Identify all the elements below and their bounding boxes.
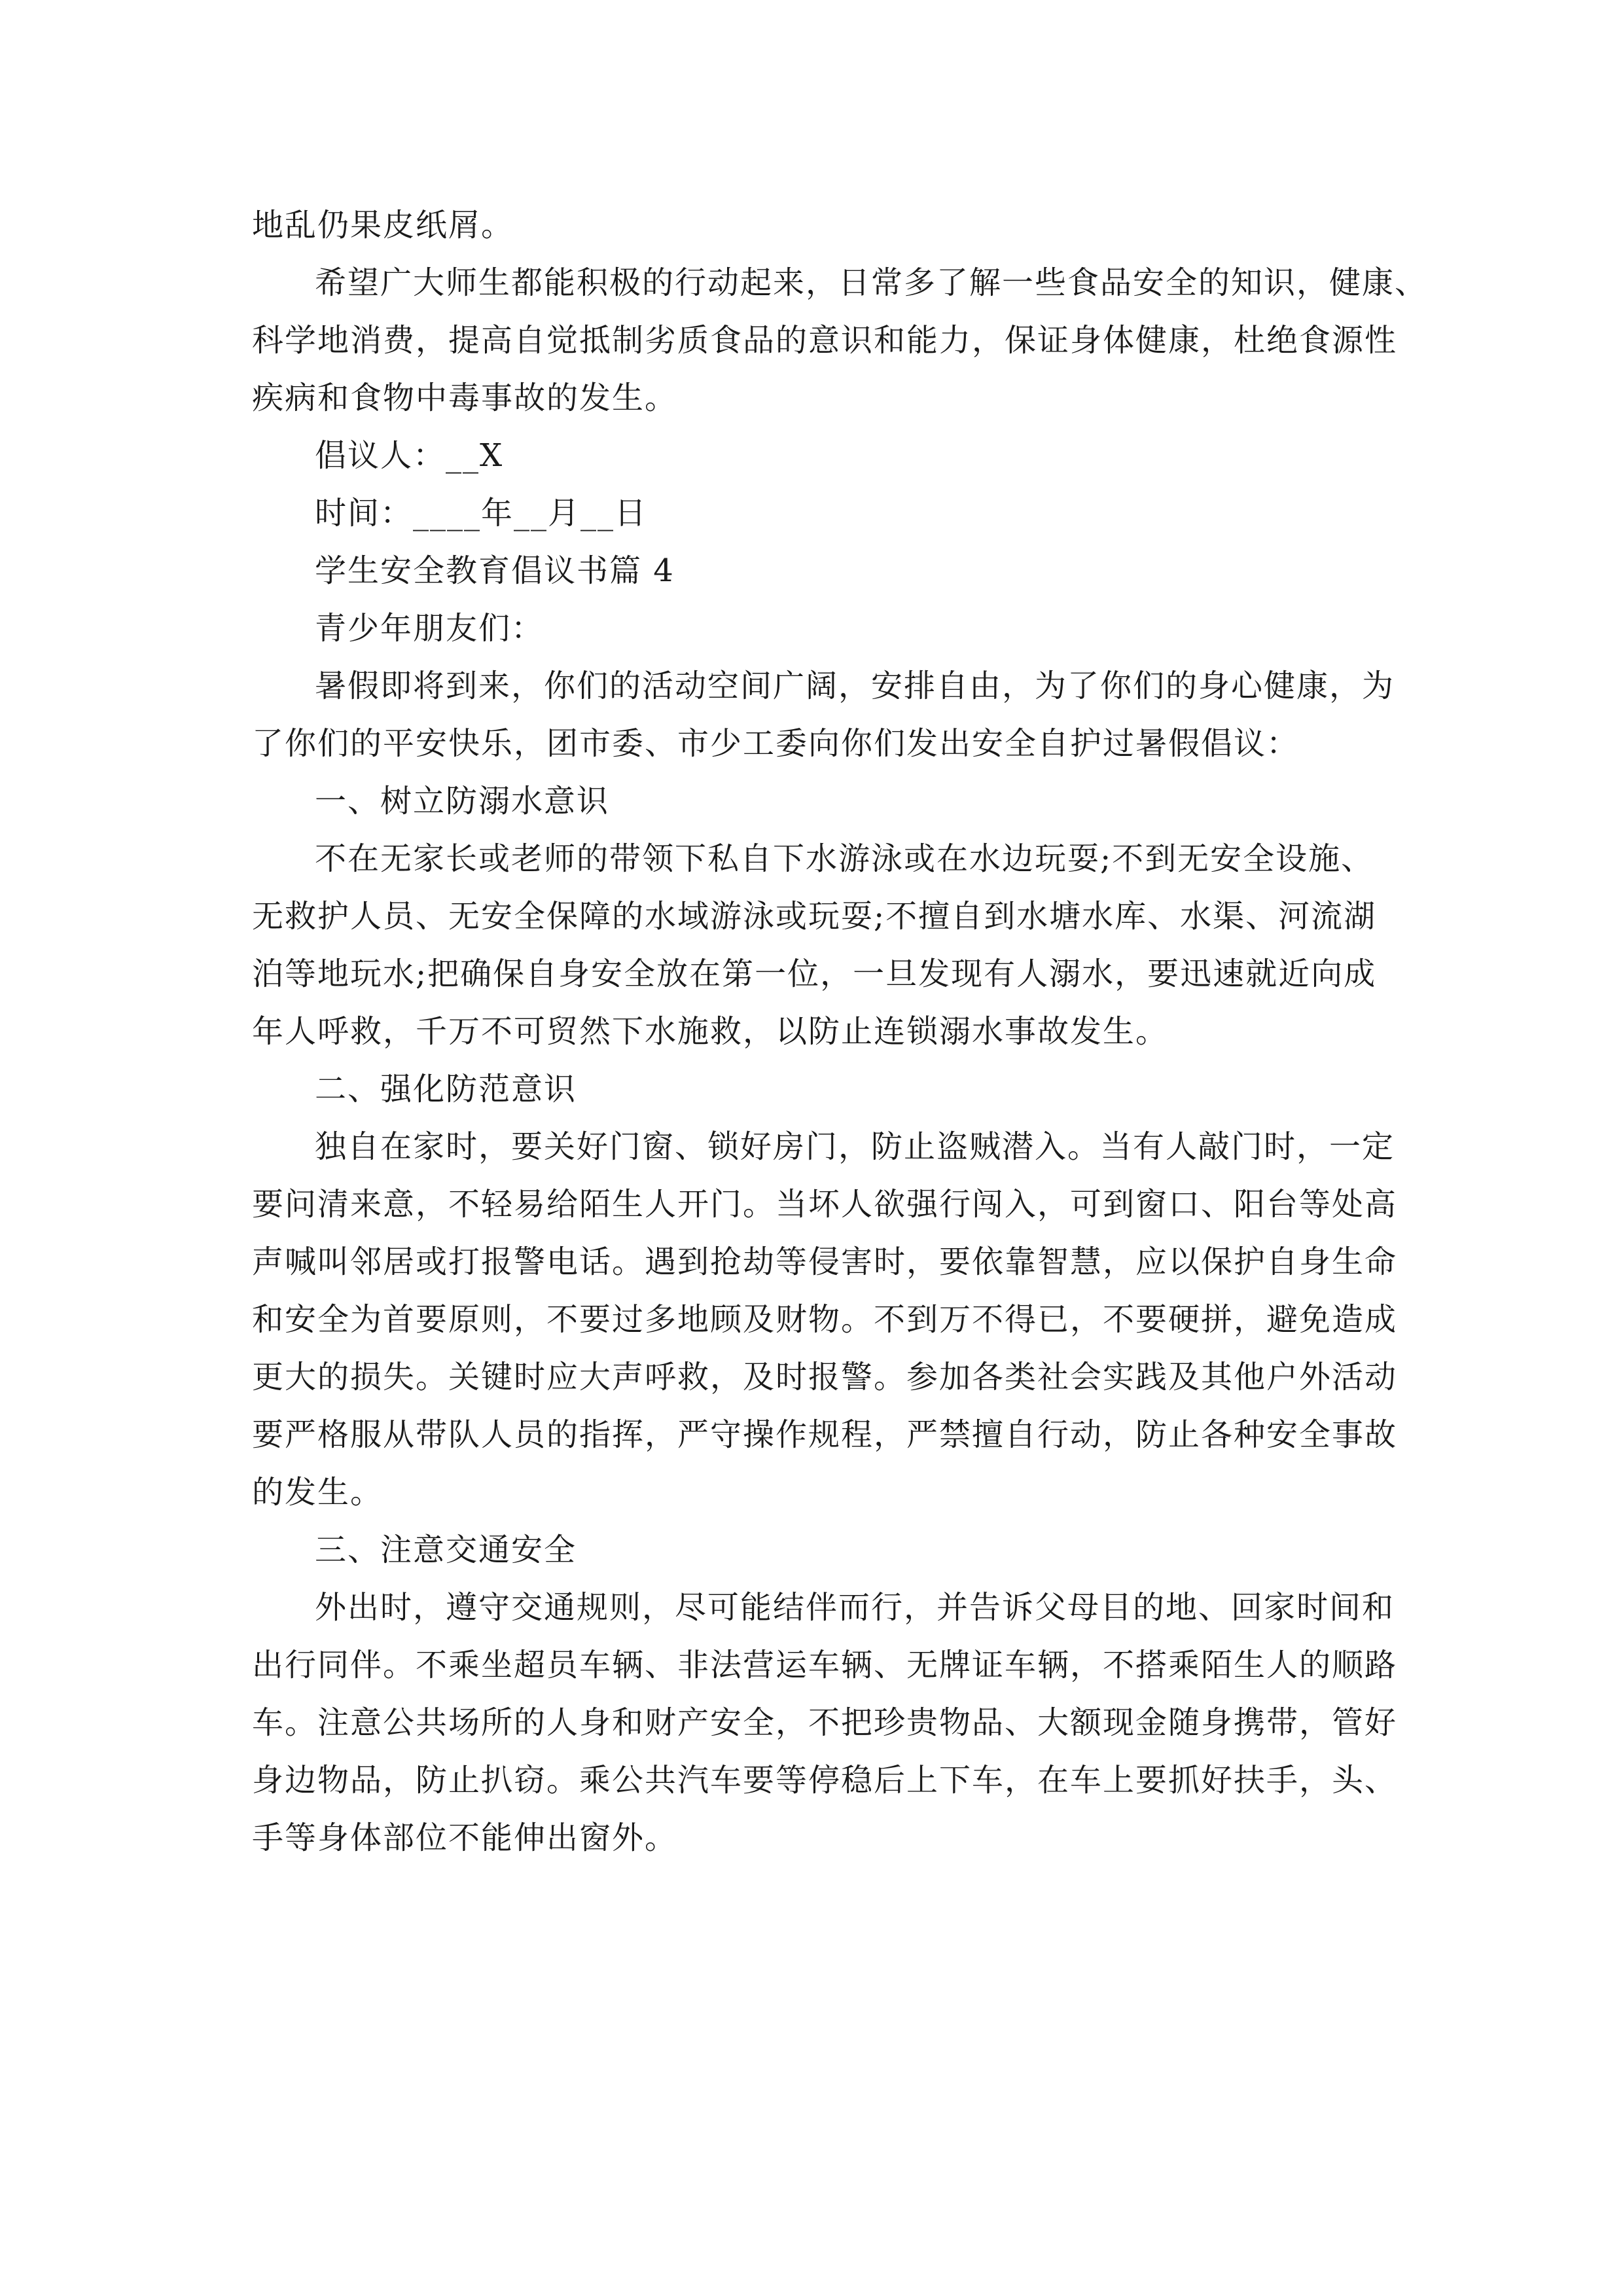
text-line: 学生安全教育倡议书篇 4 <box>315 552 675 589</box>
text-line: 身边物品，防止扒窃。乘公共汽车要等停稳后上下车，在车上要抓好扶手，头、 <box>252 1762 1398 1799</box>
text-line: 疾病和食物中毒事故的发生。 <box>252 380 678 416</box>
text-line: 青少年朋友们： <box>315 610 544 647</box>
text-line: 声喊叫邻居或打报警电话。遇到抢劫等侵害时，要依靠智慧，应以保护自身生命 <box>252 1244 1398 1280</box>
text-line: 倡议人：__X <box>315 437 504 474</box>
text-line: 三、注意交通安全 <box>315 1532 577 1568</box>
text-line: 要严格服从带队人员的指挥，严守操作规程，严禁擅自行动，防止各种安全事故 <box>252 1416 1398 1453</box>
text-line: 希望广大师生都能积极的行动起来，日常多了解一些食品安全的知识，健康、 <box>315 264 1428 301</box>
text-line: 独自在家时，要关好门窗、锁好房门，防止盗贼潜入。当有人敲门时，一定 <box>315 1128 1395 1165</box>
text-line: 暑假即将到来，你们的活动空间广阔，安排自由，为了你们的身心健康，为 <box>315 668 1395 704</box>
text-line: 更大的损失。关键时应大声呼救，及时报警。参加各类社会实践及其他户外活动 <box>252 1359 1398 1395</box>
document-page <box>252 196 1428 1867</box>
text-line: 泊等地玩水;把确保自身安全放在第一位，一旦发现有人溺水，要迅速就近向成 <box>252 956 1377 992</box>
text-line: 二、强化防范意识 <box>315 1071 577 1107</box>
text-line: 无救护人员、无安全保障的水域游泳或玩耍;不擅自到水塘水库、水渠、河流湖 <box>252 898 1377 935</box>
text-line: 手等身体部位不能伸出窗外。 <box>252 1820 678 1856</box>
text-line: 了你们的平安快乐，团市委、市少工委向你们发出安全自护过暑假倡议： <box>252 725 1300 762</box>
text-line: 科学地消费，提高自觉抵制劣质食品的意识和能力，保证身体健康，杜绝食源性 <box>252 322 1398 359</box>
text-line: 地乱仍果皮纸屑。 <box>252 207 514 243</box>
text-line: 出行同伴。不乘坐超员车辆、非法营运车辆、无牌证车辆，不搭乘陌生人的顺路 <box>252 1647 1398 1683</box>
text-line: 车。注意公共场所的人身和财产安全，不把珍贵物品、大额现金随身携带，管好 <box>252 1704 1398 1741</box>
text-line: 不在无家长或老师的带领下私自下水游泳或在水边玩耍;不到无安全设施、 <box>315 840 1374 877</box>
text-line: 一、树立防溺水意识 <box>315 783 610 819</box>
text-line: 外出时，遵守交通规则，尽可能结伴而行，并告诉父母目的地、回家时间和 <box>315 1589 1395 1626</box>
text-line: 和安全为首要原则，不要过多地顾及财物。不到万不得已，不要硬拼，避免造成 <box>252 1301 1398 1338</box>
text-line: 要问清来意，不轻易给陌生人开门。当坏人欲强行闯入，可到窗口、阳台等处高 <box>252 1186 1398 1223</box>
text-line: 时间：____年__月__日 <box>315 495 648 531</box>
text-line: 年人呼救，千万不可贸然下水施救，以防止连锁溺水事故发生。 <box>252 1013 1169 1050</box>
text-line: 的发生。 <box>252 1474 383 1511</box>
